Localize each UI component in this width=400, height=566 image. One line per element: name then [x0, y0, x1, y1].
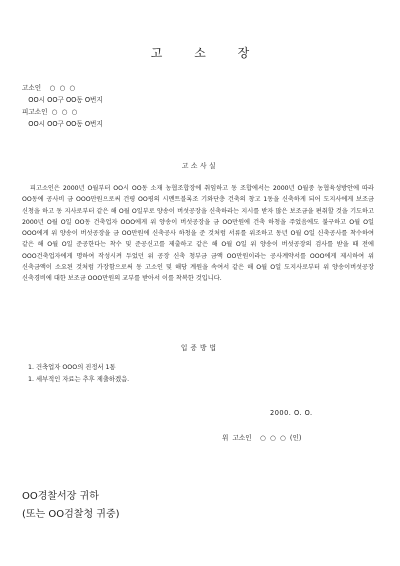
facts-heading: 고소사실 — [181, 162, 219, 170]
facts-paragraph: 피고소인은 2000년 O월부터 OO시 OO동 소재 농협조합장에 취임하고 동 조합에서는 2000년 O월중 농협육성방안에 따라 OO동에 공사비 금 OOO만원으로써 건평 OO평의 시멘트블록조 기와단층 건축의 창고 1동을 신축하게 되어 도지사에게 보조금 신청을 하고 동 지사로부터 같은 해 O월 O일부로 양송이 버섯공장을 신축하라는 지시를 받자 많은 보조금을 편취할 것을 기도하고 2000년 O월 O일 OO동 건축업자 OOO에게 위 양송이 버섯공장을 금 OO만원에 건축 하청을 주었음에도 불구하고 O월 O일 OOO에게 위 양송이 버섯공장을 금 OO만원에 신축공사 하청을 준 것처럼 서류를 위조하고 동년 O월 O일 신축공사를 착수하여 같은 해 O월 O일 준공한다는 착수 및 준공신고를 제출하고 같은 해 O월 O일 위 양송이 버섯공장의 검사를 받을 때 전에 OOO건축업자에게 명하여 작성시켜 두었던 위 공장 신축 청부금 금액 OO만원이라는 공사계약서를 OOO에게 제시하여 위 신축금액이 소요된 것처럼 가장함으로써 동 고소인 및 해당 계원을 속여서 같은 해 O월 O일 도지사로부터 위 양송이버섯공장 신축경비에 대한 보조금 OOO만원의 교부를 받아서 이를 착복한 것입니다. — [22, 185, 374, 283]
recipient-alternate: (또는 OO검찰청 귀중) — [22, 509, 120, 520]
document-title: 고 소 장 — [150, 46, 264, 60]
parties-block — [22, 82, 103, 130]
defendant-name: 피고소인 ○ ○ ○ — [22, 108, 78, 116]
evidence-list — [28, 362, 129, 385]
evidence-item: 1. 세부적인 자료는 추후 제출하겠음. — [28, 375, 130, 383]
recipient-block — [22, 488, 120, 524]
complainant-address: OO시 OO구 OO동 O번지 — [22, 96, 103, 104]
evidence-heading: 입증방법 — [180, 344, 220, 352]
complainant-name: 고소인 ○ ○ ○ — [22, 84, 76, 92]
recipient-primary: OO경찰서장 귀하 — [22, 491, 99, 502]
defendant-address: OO시 OO구 OO동 O번지 — [22, 120, 103, 128]
evidence-item: 1. 건축업자 OOO의 진정서 1통 — [28, 364, 116, 371]
filing-date: 2000. O. O. — [270, 409, 313, 417]
signature-line: 위 고소인 ○ ○ ○ (인) — [222, 434, 302, 442]
